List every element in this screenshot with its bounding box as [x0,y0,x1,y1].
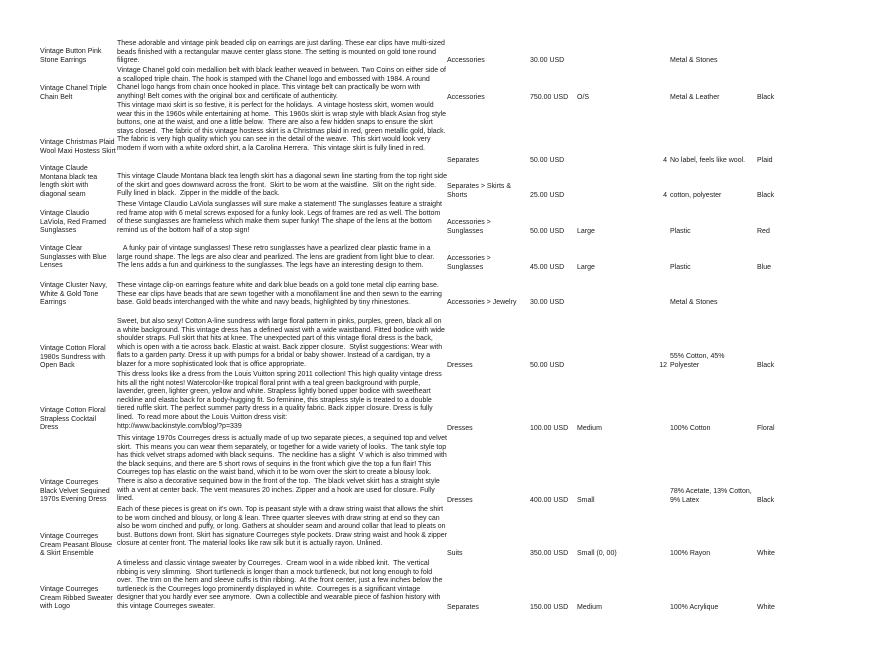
description-cell: These Vintage Claudio LaViola sunglasses will sure make a statement! The sunglasses feature a straight red frame atop with 6 metal screws exposed for a funky look. Legs of frames are red as well. The bottom of these sunglasses are frameless which make them super funky! The shape of the lens at the bottom remind us of the bottom half of a stop sign! [117,201,444,234]
color-cell: Black [757,94,775,101]
quantity-cell: 4 [663,192,667,199]
price-cell: 50.00 USD [530,228,565,235]
price-cell: 50.00 USD [530,157,565,164]
name-cell: Vintage Courreges Cream Peasant Blouse & Skirt Ensemble [40,533,114,558]
name-cell: Vintage Clear Sunglasses with Blue Lenses [40,245,109,270]
material-cell: Metal & Stones [670,299,718,306]
category-cell: Accessories > Sunglasses [447,255,493,271]
description-cell: This vintage Claude Montana black tea length skirt has a diagonal sewn line starting from the top right side of the skirt and goes downward across the front. Skirt to be worn at the waistline. Slit on the right side. Fully lined in black. Zipper in the middle of the back. [117,173,449,198]
price-cell: 25.00 USD [530,192,565,199]
material-cell: 78% Acetate, 13% Cotton, 9% Latex [670,488,754,504]
price-cell: 30.00 USD [530,57,565,64]
category-cell: Dresses [447,497,473,504]
material-cell: Plastic [670,264,691,271]
description-cell: Sweet, but also sexy! Cotton A-line sundress with large floral pattern in pinks, purples, green, black all on a white background. This vintage dress has a defined waist with a wide waistband. Fitted bodice with wide shoulder straps. Full skirt that hits at knee. The unexpected part of this vintage floral dress is the back, which is open with a tie across back. Elastic at waist. Back zipper closure. Stylist suggestions: Wear with flats to a garden party. Dress it up with pumps for a bridal or baby shower. Instead of a cardigan, try a blazer for a more sophisticated look that is office appropriate. [117,318,447,368]
color-cell: Red [757,228,770,235]
color-cell: Blue [757,264,772,271]
material-cell: Metal & Leather [670,94,720,101]
material-cell: 100% Acrylique [670,604,719,611]
table-row [0,435,870,507]
description-cell: Each of these pieces is great on it's own. Top is peasant style with a draw string waist that allows the shirt to be worn cinched and blousy, or long & lean. Three quarter sleeves with draw string at end so they can also be worn cinched and puffy, or long. Gathers at shoulder seam and around collar that lead to pleats on bust. Buttons down front. Skirt has signature Courreges style pockets. Draw string waist and hook & zipper closure at center front. The material looks like raw silk but it is actually rayon. Unlined. [117,506,449,548]
name-cell: Vintage Cluster Navy, White & Gold Tone Earrings [40,282,110,307]
material-cell: No label, feels like wool. [670,157,746,164]
category-cell: Dresses [447,362,473,369]
name-cell: Vintage Cotton Floral Strapless Cocktail Dress [40,407,108,432]
material-cell: cotton, polyester [670,192,722,199]
material-cell: 100% Rayon [670,550,711,557]
material-cell: 100% Cotton [670,425,711,432]
material-cell: Metal & Stones [670,57,718,64]
size-cell: Small (0, 00) [577,550,617,557]
category-cell: Suits [447,550,463,557]
price-cell: 45.00 USD [530,264,565,271]
price-cell: 100.00 USD [530,425,569,432]
price-cell: 750.00 USD [530,94,569,101]
color-cell: Black [757,362,775,369]
quantity-cell: 4 [663,157,667,164]
color-cell: Floral [757,425,775,432]
name-cell: Vintage Christmas Plaid Wool Maxi Hostess Skirt [40,139,117,155]
category-cell: Accessories [447,94,485,101]
color-cell: Plaid [757,157,773,164]
description-cell: A timeless and classic vintage sweater by Courreges. Cream wool in a wide ribbed knit. The vertical ribbing is very slimming. Short turtleneck is longer than a mock turtleneck, but not long enough to fold over. The trim on the hem and sleeve cuffs is thin ribbing. At the front center, just a few inches below the turtleneck is the Courreges logo prominently displayed in white. Courreges is a significant vintage designer that you hardly ever see anymore. Own a collectible and wearable piece of fashion history with this vintage Courreges sweater. [117,560,445,610]
table-row [0,245,870,275]
category-cell: Separates > Skirts & Shorts [447,183,513,199]
description-cell: This dress looks like a dress from the Louis Vuitton spring 2011 collection! This high quality vintage dress hits all the right notes! Watercolor-like tropical floral print with a teal green background with purple, lavender, green, lighter green, yellow and white. Strapless lightly boned upper bodice with sweetheart neckline and elastic back for a body-hugging fit. So feminine, this strapless style is treated to a double tiered ruffle skirt. The perfect summer party dress in a quality fabric. Back zipper closure. Dress is fully lined. To read more about the Louis Vuitton dress visit: http://www.backinstyle.com/blog/?p=339 [117,371,442,430]
description-cell: A funky pair of vintage sunglasses! These retro sunglasses have a pearlized clear plastic frame in a large round shape. The legs are also clear and pearlized. The lens are gradient from light blue to clear. The lens adds a fun and quirkiness to the sunglasses. The legs have an interesting design to them. [117,245,439,270]
name-cell: Vintage Cotton Floral 1980s Sundress with Open Back [40,345,108,370]
color-cell: Black [757,192,775,199]
category-cell: Accessories > Sunglasses [447,219,493,235]
size-cell: O/S [577,94,590,101]
size-cell: Medium [577,604,602,611]
category-cell: Accessories [447,57,485,64]
name-cell: Vintage Claudio LaViola, Red Framed Sunglasses [40,210,108,235]
description-cell: These vintage clip-on earrings feature white and dark blue beads on a gold tone metal clip earring base. These ear clips have beads that are sewn together with a monofilament line and then sewn to the earring base. Gold beads interchanged with the white and navy beads, highlighted by tiny rhinestones. [117,282,444,307]
table-row [0,40,870,68]
size-cell: Small [577,497,595,504]
size-cell: Medium [577,425,602,432]
table-row [0,560,870,615]
quantity-cell: 12 [659,362,667,369]
table-row [0,67,870,103]
name-cell: Vintage Courreges Cream Ribbed Sweater with Logo [40,586,115,611]
table-row [0,165,870,201]
description-cell: This vintage maxi skirt is so festive, it is perfect for the holidays. A vintage hostess skirt, women would wear this in the 1960s while entertaining at home. This 1960s skirt is wrap style with black Asian frog style buttons, one at the waist, and one a little below. There are also a few hidden snaps to ensure the skirt stays closed. The fabric of this vintage hostess skirt is a Christmas plaid in red, green metallic gold, black. The fabric is very high quality which you can see in the detail of the weave. This skirt would look very modern if worn with a white oxford shirt, a la Carolina Herrera. This vintage skirt is fully lined in red. [117,102,450,152]
price-cell: 50.00 USD [530,362,565,369]
name-cell: Vintage Button Pink Stone Earrings [40,48,104,64]
description-cell: Vintage Chanel gold coin medallion belt with black leather weaved in between. Two Coins on either side of a scalloped triple chain. The hook is stamped with the Chanel logo and embossed with 1984. A round Chanel logo hangs from chain once hooked in place. This vintage belt can practically be worn with anything! Belt comes with the original box and certificate of authenticity. [117,67,448,100]
description-cell: This vintage 1970s Courreges dress is actually made of up two separate pieces, a sequined top and velvet skirt. This means you can wear them separately, or together for a wide variety of looks. The tank style top has thick velvet straps adorned with black sequins. The neckline has a slight V which is also trimmed with the black sequins, and there are 5 short rows of sequins in the front which give the top a fun flair! This Courreges top has elastic on the waist band, which it to be worn over the skirt to create a blousy look. There is also a decorative sequined bow in the front of the top. The black velvet skirt has a straight style with a vent at center back. The vent measures 20 inches. Zipper and a hook are used for closure. Fully lined. [117,435,449,503]
material-cell: Plastic [670,228,691,235]
table-row [0,371,870,435]
name-cell: Vintage Courreges Black Velvet Sequined 1970s Evening Dress [40,479,112,504]
size-cell: Large [577,264,595,271]
color-cell: Black [757,497,775,504]
color-cell: White [757,550,775,557]
category-cell: Dresses [447,425,473,432]
table-row [0,282,870,310]
table-row [0,318,870,373]
name-cell: Vintage Claude Montana black tea length skirt with diagonal seam [40,165,100,198]
name-cell: Vintage Chanel Triple Chain Belt [40,85,109,101]
table-row [0,506,870,560]
table-row [0,102,870,165]
category-cell: Accessories > Jewelry [447,299,517,306]
category-cell: Separates [447,604,479,611]
category-cell: Separates [447,157,479,164]
price-cell: 350.00 USD [530,550,569,557]
price-cell: 30.00 USD [530,299,565,306]
material-cell: 55% Cotton, 45% Polyester [670,353,727,369]
price-cell: 400.00 USD [530,497,569,504]
table-row [0,201,870,239]
description-cell: These adorable and vintage pink beaded clip on earrings are just darling. These ear clips have multi-sized beads finished with a rectangular mauve center glass stone. The setting is mounted on gold tone round filigree. [117,40,447,65]
size-cell: Large [577,228,595,235]
color-cell: White [757,604,775,611]
price-cell: 150.00 USD [530,604,569,611]
